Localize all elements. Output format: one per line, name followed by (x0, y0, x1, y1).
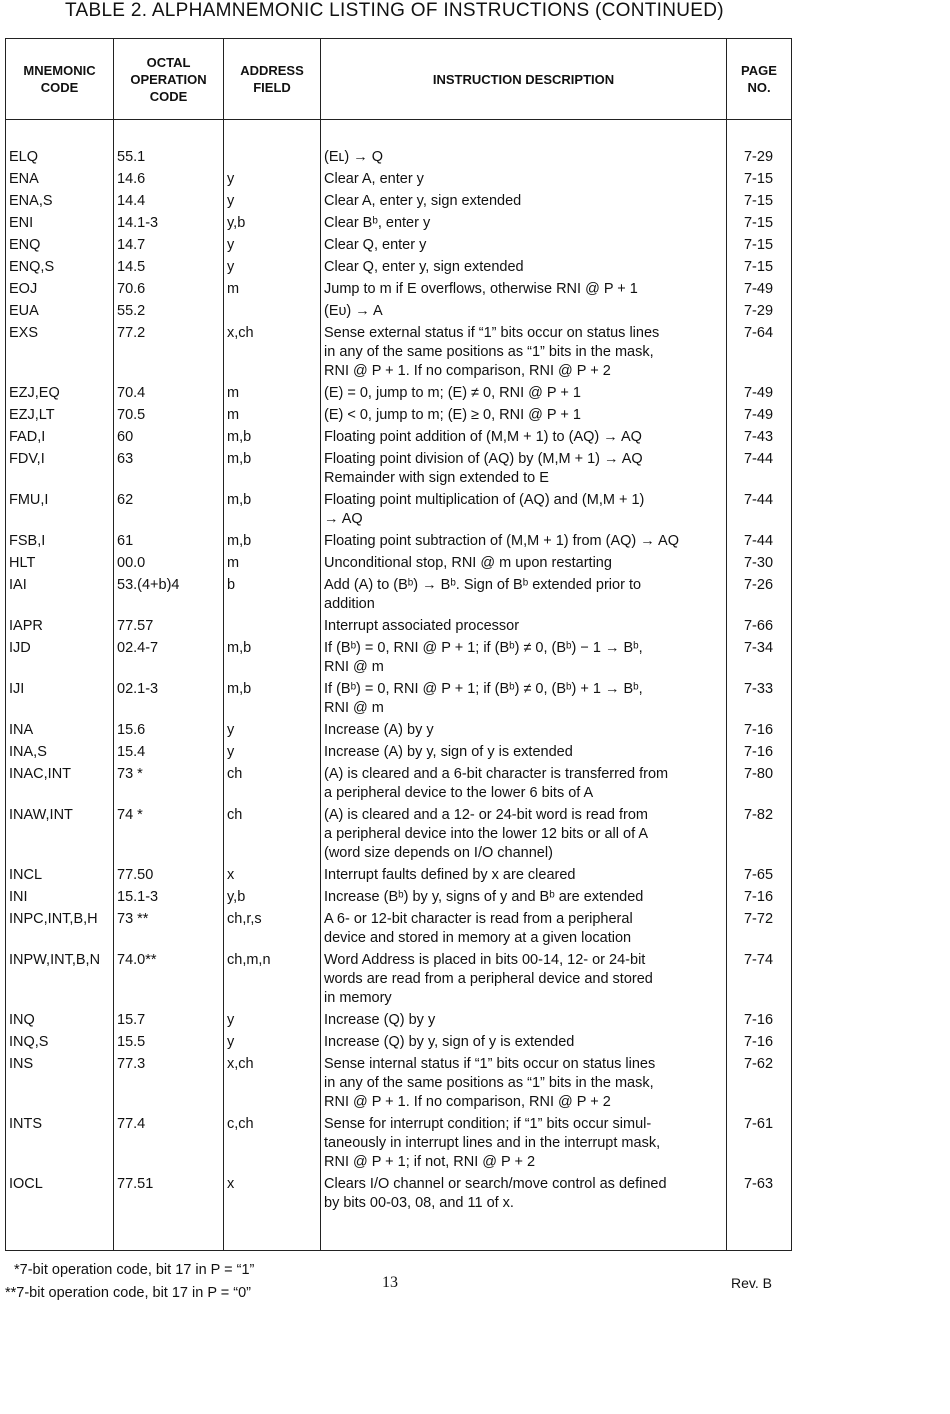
description-line: in any of the same positions as “1” bits in the mask, (324, 1075, 654, 1091)
octal-code-cell: 14.7 (114, 236, 224, 258)
table-row (6, 450, 792, 491)
octal-code-cell: 73 * (114, 765, 224, 806)
octal-code-cell: 15.6 (114, 721, 224, 743)
description-line: Interrupt associated processor (324, 618, 520, 634)
table-row (6, 910, 792, 951)
mnemonic-cell: ENA,S (6, 192, 114, 214)
octal-code-cell: 15.4 (114, 743, 224, 765)
address-field-cell (224, 148, 321, 170)
description-line: Sense for interrupt condition; if “1” bits occur simul- (324, 1116, 652, 1132)
octal-code-cell: 70.4 (114, 384, 224, 406)
address-field-cell: y (224, 192, 321, 214)
table-row (6, 192, 792, 214)
mnemonic-cell: ENQ (6, 236, 114, 258)
description-cell (321, 532, 727, 554)
table-row (6, 806, 792, 866)
table-row (6, 236, 792, 258)
address-field-cell: c,ch (224, 1115, 321, 1175)
description-line: a peripheral device to the lower 6 bits of A (324, 785, 594, 801)
header-description: INSTRUCTION DESCRIPTION (321, 39, 727, 120)
address-field-cell: y (224, 170, 321, 192)
octal-code-cell: 02.4-7 (114, 639, 224, 680)
octal-code-cell: 55.2 (114, 302, 224, 324)
table-row (6, 1033, 792, 1055)
description-line: A 6- or 12-bit character is read from a peripheral (324, 911, 633, 927)
description-cell (321, 910, 727, 951)
mnemonic-cell: FAD,I (6, 428, 114, 450)
page-number-cell: 7-62 (727, 1055, 792, 1115)
description-cell (321, 1175, 727, 1216)
description-cell (321, 491, 727, 532)
description-cell (321, 148, 727, 170)
mnemonic-cell: ELQ (6, 148, 114, 170)
octal-code-cell: 14.5 (114, 258, 224, 280)
mnemonic-cell: IJI (6, 680, 114, 721)
mnemonic-cell: INCL (6, 866, 114, 888)
description-line: RNI @ m (324, 659, 384, 675)
mnemonic-cell: HLT (6, 554, 114, 576)
octal-code-cell: 15.1-3 (114, 888, 224, 910)
page-number-cell: 7-16 (727, 1011, 792, 1033)
description-line: (word size depends on I/O channel) (324, 845, 553, 861)
address-field-cell: ch,m,n (224, 951, 321, 1011)
table-row (6, 639, 792, 680)
page-number-cell: 7-72 (727, 910, 792, 951)
octal-code-cell: 63 (114, 450, 224, 491)
description-line: device and stored in memory at a given location (324, 930, 632, 946)
octal-code-cell: 74.0** (114, 951, 224, 1011)
header-row (6, 39, 792, 120)
description-cell (321, 406, 727, 428)
header-page: PAGE NO. (727, 39, 792, 120)
page-number-cell: 7-15 (727, 258, 792, 280)
octal-code-cell: 77.4 (114, 1115, 224, 1175)
table-body (6, 120, 792, 1251)
address-field-cell (224, 617, 321, 639)
table-row (6, 951, 792, 1011)
description-line: Increase (Q) by y (324, 1012, 436, 1028)
mnemonic-cell: INQ (6, 1011, 114, 1033)
octal-code-cell: 14.4 (114, 192, 224, 214)
table-row (6, 384, 792, 406)
address-field-cell: y (224, 258, 321, 280)
header-address: ADDRESS FIELD (224, 39, 321, 120)
description-line: Sense internal status if “1” bits occur on status lines (324, 1056, 656, 1072)
table-row (6, 428, 792, 450)
page-number-cell: 7-15 (727, 236, 792, 258)
page-number-cell: 7-64 (727, 324, 792, 384)
address-field-cell: y,b (224, 888, 321, 910)
table-row (6, 280, 792, 302)
table-row (6, 1115, 792, 1175)
table-row (6, 258, 792, 280)
address-field-cell: m,b (224, 532, 321, 554)
table-row (6, 302, 792, 324)
description-line: → AQ (324, 511, 363, 527)
description-line: RNI @ P + 1. If no comparison, RNI @ P + 2 (324, 1094, 611, 1110)
description-line: Sense external status if “1” bits occur on status lines (324, 325, 660, 341)
description-cell (321, 450, 727, 491)
description-line: in any of the same positions as “1” bits in the mask, (324, 344, 654, 360)
octal-code-cell: 53.(4+b)4 (114, 576, 224, 617)
table-row (6, 1055, 792, 1115)
mnemonic-cell: INAC,INT (6, 765, 114, 806)
mnemonic-cell: INA (6, 721, 114, 743)
mnemonic-cell: ENQ,S (6, 258, 114, 280)
address-field-cell (224, 302, 321, 324)
description-cell (321, 1055, 727, 1115)
address-field-cell: m,b (224, 491, 321, 532)
description-cell (321, 617, 727, 639)
address-field-cell: y (224, 236, 321, 258)
description-line: Clear A, enter y (324, 171, 424, 187)
description-line: RNI @ P + 1. If no comparison, RNI @ P + 2 (324, 363, 611, 379)
mnemonic-cell: FMU,I (6, 491, 114, 532)
description-line: Floating point subtraction of (M,M + 1) from (AQ) → AQ (324, 533, 679, 549)
table-row (6, 1011, 792, 1033)
page-number-cell: 7-74 (727, 951, 792, 1011)
spacer-row (6, 120, 792, 149)
page-number-cell: 7-49 (727, 406, 792, 428)
table-row (6, 406, 792, 428)
description-line: Increase (A) by y (324, 722, 434, 738)
description-cell (321, 554, 727, 576)
mnemonic-cell: ENI (6, 214, 114, 236)
description-line: (E) = 0, jump to m; (E) ≠ 0, RNI @ P + 1 (324, 385, 581, 401)
description-cell (321, 721, 727, 743)
mnemonic-cell: INA,S (6, 743, 114, 765)
address-field-cell: ch (224, 765, 321, 806)
page-number-cell: 7-16 (727, 743, 792, 765)
page-number-cell: 7-33 (727, 680, 792, 721)
octal-code-cell: 15.5 (114, 1033, 224, 1055)
description-line: Word Address is placed in bits 00-14, 12- or 24-bit (324, 952, 646, 968)
description-line: If (Bᵇ) = 0, RNI @ P + 1; if (Bᵇ) ≠ 0, (Bᵇ) − 1 → Bᵇ, (324, 640, 643, 656)
description-cell (321, 1115, 727, 1175)
address-field-cell: m (224, 384, 321, 406)
description-line: Clear Q, enter y (324, 237, 427, 253)
page-number-cell: 7-29 (727, 148, 792, 170)
table-row (6, 1175, 792, 1216)
mnemonic-cell: IJD (6, 639, 114, 680)
mnemonic-cell: INTS (6, 1115, 114, 1175)
mnemonic-cell: EZJ,EQ (6, 384, 114, 406)
octal-code-cell: 77.2 (114, 324, 224, 384)
description-cell (321, 1011, 727, 1033)
octal-code-cell: 00.0 (114, 554, 224, 576)
octal-code-cell: 77.51 (114, 1175, 224, 1216)
description-line: Increase (Bᵇ) by y, signs of y and Bᵇ are extended (324, 889, 644, 905)
octal-code-cell: 62 (114, 491, 224, 532)
table-row (6, 743, 792, 765)
description-line: Unconditional stop, RNI @ m upon restarting (324, 555, 612, 571)
table-row (6, 491, 792, 532)
description-cell (321, 428, 727, 450)
description-cell (321, 324, 727, 384)
octal-code-cell: 74 * (114, 806, 224, 866)
address-field-cell: ch,r,s (224, 910, 321, 951)
description-line: RNI @ P + 1; if not, RNI @ P + 2 (324, 1154, 536, 1170)
page-number-cell: 7-15 (727, 170, 792, 192)
mnemonic-cell: EOJ (6, 280, 114, 302)
address-field-cell: m,b (224, 639, 321, 680)
description-line: Add (A) to (Bᵇ) → Bᵇ. Sign of Bᵇ extended prior to (324, 577, 642, 593)
octal-code-cell: 14.6 (114, 170, 224, 192)
description-cell (321, 806, 727, 866)
octal-code-cell: 77.57 (114, 617, 224, 639)
page-number-cell: 7-65 (727, 866, 792, 888)
description-cell (321, 743, 727, 765)
page-number-cell: 7-44 (727, 491, 792, 532)
octal-code-cell: 70.5 (114, 406, 224, 428)
address-field-cell: x (224, 1175, 321, 1216)
table-row (6, 214, 792, 236)
page-number-cell: 7-63 (727, 1175, 792, 1216)
mnemonic-cell: IOCL (6, 1175, 114, 1216)
description-cell (321, 680, 727, 721)
page-number: 13 (382, 1274, 398, 1291)
description-line: addition (324, 596, 375, 612)
mnemonic-cell: FDV,I (6, 450, 114, 491)
octal-code-cell: 60 (114, 428, 224, 450)
mnemonic-cell: ENA (6, 170, 114, 192)
description-cell (321, 639, 727, 680)
octal-code-cell: 77.3 (114, 1055, 224, 1115)
instruction-table (5, 38, 792, 1251)
description-line: If (Bᵇ) = 0, RNI @ P + 1; if (Bᵇ) ≠ 0, (Bᵇ) + 1 → Bᵇ, (324, 681, 643, 697)
address-field-cell: x,ch (224, 324, 321, 384)
address-field-cell: y (224, 1033, 321, 1055)
page-number-cell: 7-44 (727, 450, 792, 491)
address-field-cell: m (224, 406, 321, 428)
description-line: Floating point division of (AQ) by (M,M + 1) → AQ (324, 451, 643, 467)
page-number-cell: 7-66 (727, 617, 792, 639)
description-line: Clear A, enter y, sign extended (324, 193, 522, 209)
table-row (6, 866, 792, 888)
mnemonic-cell: EUA (6, 302, 114, 324)
address-field-cell: m,b (224, 428, 321, 450)
description-cell (321, 170, 727, 192)
address-field-cell: x,ch (224, 1055, 321, 1115)
description-cell (321, 384, 727, 406)
description-cell (321, 765, 727, 806)
address-field-cell: ch (224, 806, 321, 866)
page-number-cell: 7-49 (727, 384, 792, 406)
mnemonic-cell: INQ,S (6, 1033, 114, 1055)
description-line: Floating point multiplication of (AQ) and (M,M + 1) (324, 492, 645, 508)
octal-code-cell: 02.1-3 (114, 680, 224, 721)
table-row (6, 324, 792, 384)
description-line: Remainder with sign extended to E (324, 470, 549, 486)
description-line: in memory (324, 990, 392, 1006)
octal-code-cell: 14.1-3 (114, 214, 224, 236)
octal-code-cell: 15.7 (114, 1011, 224, 1033)
octal-code-cell: 73 ** (114, 910, 224, 951)
description-cell (321, 576, 727, 617)
description-line: Increase (Q) by y, sign of y is extended (324, 1034, 575, 1050)
address-field-cell: y,b (224, 214, 321, 236)
address-field-cell: m,b (224, 450, 321, 491)
page-number-cell: 7-44 (727, 532, 792, 554)
table-row (6, 680, 792, 721)
footnote-2: **7-bit operation code, bit 17 in P = “0” (5, 1285, 251, 1301)
page-number-cell: 7-61 (727, 1115, 792, 1175)
table-title: TABLE 2. ALPHAMNEMONIC LISTING OF INSTRUCTIONS (CONTINUED) (65, 0, 724, 21)
description-line: Clear Bᵇ, enter y (324, 215, 431, 231)
page-number-cell: 7-30 (727, 554, 792, 576)
table-row (6, 721, 792, 743)
page-number-cell: 7-26 (727, 576, 792, 617)
description-line: RNI @ m (324, 700, 384, 716)
page-number-cell: 7-29 (727, 302, 792, 324)
description-line: Floating point addition of (M,M + 1) to (AQ) → AQ (324, 429, 642, 445)
table-row (6, 532, 792, 554)
description-line: taneously in interrupt lines and in the interrupt mask, (324, 1135, 661, 1151)
header-octal: OCTAL OPERATION CODE (114, 39, 224, 120)
description-line: Clear Q, enter y, sign extended (324, 259, 524, 275)
address-field-cell: y (224, 743, 321, 765)
mnemonic-cell: IAPR (6, 617, 114, 639)
description-cell (321, 1033, 727, 1055)
description-line: (Eᴜ) → A (324, 303, 383, 319)
address-field-cell: x (224, 866, 321, 888)
description-line: (E) < 0, jump to m; (E) ≥ 0, RNI @ P + 1 (324, 407, 581, 423)
mnemonic-cell: INPC,INT,B,H (6, 910, 114, 951)
octal-code-cell: 55.1 (114, 148, 224, 170)
description-line: Jump to m if E overflows, otherwise RNI @ P + 1 (324, 281, 638, 297)
page-number-cell: 7-15 (727, 192, 792, 214)
description-line: Interrupt faults defined by x are cleared (324, 867, 576, 883)
description-line: Increase (A) by y, sign of y is extended (324, 744, 573, 760)
page-number-cell: 7-16 (727, 888, 792, 910)
mnemonic-cell: EZJ,LT (6, 406, 114, 428)
table-row (6, 617, 792, 639)
description-cell (321, 280, 727, 302)
description-cell (321, 866, 727, 888)
description-cell (321, 192, 727, 214)
mnemonic-cell: INS (6, 1055, 114, 1115)
address-field-cell: m (224, 280, 321, 302)
description-cell (321, 236, 727, 258)
footnote-1: *7-bit operation code, bit 17 in P = “1” (14, 1262, 255, 1278)
table-row (6, 888, 792, 910)
mnemonic-cell: INPW,INT,B,N (6, 951, 114, 1011)
address-field-cell: m,b (224, 680, 321, 721)
page-number-cell: 7-16 (727, 1033, 792, 1055)
table-row (6, 554, 792, 576)
table-row (6, 170, 792, 192)
octal-code-cell: 70.6 (114, 280, 224, 302)
octal-code-cell: 61 (114, 532, 224, 554)
description-line: a peripheral device into the lower 12 bits or all of A (324, 826, 649, 842)
description-line: by bits 00-03, 08, and 11 of x. (324, 1195, 514, 1211)
description-line: Clears I/O channel or search/move control as defined (324, 1176, 667, 1192)
page-number-cell: 7-80 (727, 765, 792, 806)
description-cell (321, 302, 727, 324)
page-number-cell: 7-82 (727, 806, 792, 866)
description-cell (321, 951, 727, 1011)
mnemonic-cell: FSB,I (6, 532, 114, 554)
table-end-row (6, 1216, 792, 1251)
mnemonic-cell: IAI (6, 576, 114, 617)
address-field-cell: y (224, 721, 321, 743)
page-number-cell: 7-34 (727, 639, 792, 680)
page-number-cell: 7-43 (727, 428, 792, 450)
description-line: words are read from a peripheral device and stored (324, 971, 653, 987)
page-number-cell: 7-49 (727, 280, 792, 302)
mnemonic-cell: INAW,INT (6, 806, 114, 866)
description-cell (321, 214, 727, 236)
description-cell (321, 888, 727, 910)
description-line: (A) is cleared and a 6-bit character is transferred from (324, 766, 669, 782)
octal-code-cell: 77.50 (114, 866, 224, 888)
address-field-cell: m (224, 554, 321, 576)
description-cell (321, 258, 727, 280)
table-row (6, 576, 792, 617)
description-line: (Eʟ) → Q (324, 149, 384, 165)
address-field-cell: y (224, 1011, 321, 1033)
page-number-cell: 7-16 (727, 721, 792, 743)
table-row (6, 148, 792, 170)
description-line: (A) is cleared and a 12- or 24-bit word is read from (324, 807, 648, 823)
table-row (6, 765, 792, 806)
header-mnemonic: MNEMONIC CODE (6, 39, 114, 120)
address-field-cell: b (224, 576, 321, 617)
revision-label: Rev. B (731, 1275, 772, 1291)
mnemonic-cell: EXS (6, 324, 114, 384)
page-number-cell: 7-15 (727, 214, 792, 236)
mnemonic-cell: INI (6, 888, 114, 910)
